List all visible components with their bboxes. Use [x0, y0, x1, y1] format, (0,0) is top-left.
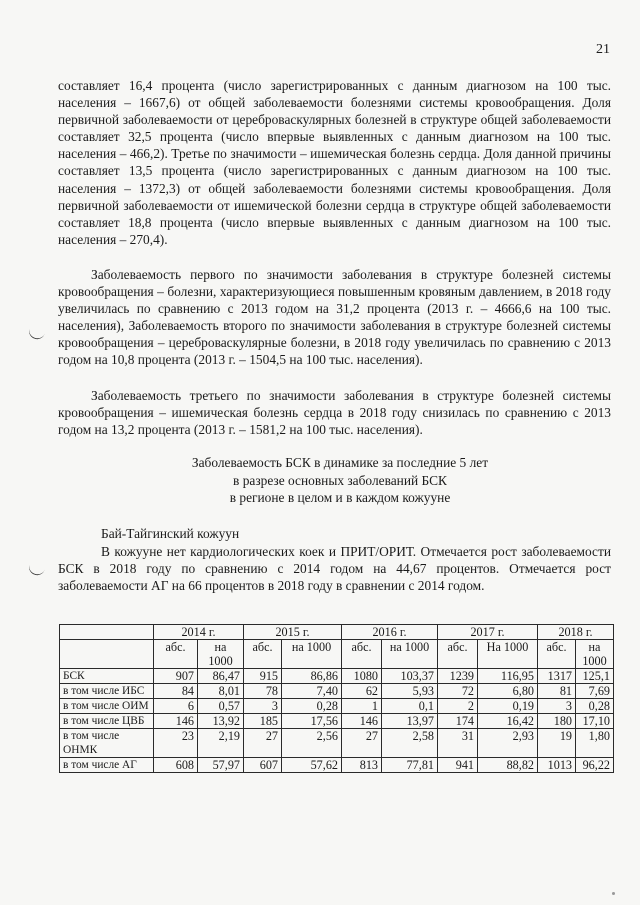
table-cell: 13,92	[198, 714, 244, 729]
table-cell: 2,19	[198, 729, 244, 758]
table-row	[60, 729, 614, 758]
unit-header: абс.	[438, 640, 478, 669]
table-cell: 146	[342, 714, 382, 729]
table-cell: 86,47	[198, 669, 244, 684]
table-cell: 1239	[438, 669, 478, 684]
table-row	[60, 684, 614, 699]
table-cell: 941	[438, 758, 478, 773]
table-cell: 62	[342, 684, 382, 699]
table-cell: 1	[342, 699, 382, 714]
table-header-units	[60, 640, 614, 669]
table-cell: 81	[538, 684, 576, 699]
row-label: в том числе ИБС	[60, 684, 154, 699]
table-cell: 2	[438, 699, 478, 714]
table-cell: 31	[438, 729, 478, 758]
table-cell: 57,97	[198, 758, 244, 773]
table-cell: 1,80	[576, 729, 614, 758]
table-cell: 0,57	[198, 699, 244, 714]
table-cell: 907	[154, 669, 198, 684]
unit-header: на 1000	[382, 640, 438, 669]
unit-header: На 1000	[478, 640, 538, 669]
section-heading	[100, 454, 580, 507]
table-cell: 1013	[538, 758, 576, 773]
table-cell: 103,37	[382, 669, 438, 684]
table-row	[60, 699, 614, 714]
table-cell: 7,40	[282, 684, 342, 699]
table-cell: 125,1	[576, 669, 614, 684]
table-cell: 174	[438, 714, 478, 729]
table-cell: 96,22	[576, 758, 614, 773]
unit-header: абс.	[342, 640, 382, 669]
incidence-table	[59, 624, 614, 773]
table-cell: 608	[154, 758, 198, 773]
paragraph-structure-share: составляет 16,4 процента (число зарегистрированных с данным диагнозом на 100 тыс. населения – 1667,6) от общей заболеваемости болезнями системы кровообращения. Доля первичной заболеваемости от цереброваскулярных болезней в структуре общей заболеваемости составляет 32,5 процента (число впервые выявленных с данным диагнозом на 100 тыс. населения – 466,2). Третье по значимости – ишемическая болезнь сердца. Доля данной причины составляет 13,5 процента (число зарегистрированных с данным диагнозом на 100 тыс. населения – 1372,3) от общей заболеваемости болезнями системы кровообращения. Доля первичной заболеваемости от ишемической болезни сердца в структуре общей заболеваемости составляет 18,8 процента (число впервые выявленных с данным диагнозом на 100 тыс. населения – 270,4).	[58, 78, 611, 247]
table-cell: 1317	[538, 669, 576, 684]
table-cell: 2,93	[478, 729, 538, 758]
district-subheading: Бай-Тайгинский кожуун	[101, 526, 240, 541]
table-cell: 57,62	[282, 758, 342, 773]
unit-header: абс.	[244, 640, 282, 669]
unit-header: на 1000	[282, 640, 342, 669]
year-header: 2016 г.	[342, 625, 438, 640]
unit-header: на 1000	[576, 640, 614, 669]
table-cell: 2,56	[282, 729, 342, 758]
table-row	[60, 714, 614, 729]
table-cell: 27	[244, 729, 282, 758]
paragraph-hypertension-trend: Заболеваемость первого по значимости заболевания в структуре болезней системы кровообращения – болезни, характеризующиеся повышенным кровяным давлением, в 2018 году увеличилась по сравнению с 2013 годом на 31,2 процента (2013 г. – 4666,6 на 100 тыс. населения), Заболеваемость второго по значимости заболевания в структуре болезней системы кровообращения – цереброваскулярные болезни, в 2018 году увеличилась по сравнению с 2013 годом на 10,8 процента (2013 г. – 1504,5 на 100 тыс. населения).	[58, 267, 611, 368]
table-cell: 78	[244, 684, 282, 699]
year-header: 2017 г.	[438, 625, 538, 640]
table-cell: 77,81	[382, 758, 438, 773]
unit-header: на 1000	[198, 640, 244, 669]
table-cell: 88,82	[478, 758, 538, 773]
row-label: БСК	[60, 669, 154, 684]
table-cell: 813	[342, 758, 382, 773]
table-cell: 8,01	[198, 684, 244, 699]
table-cell: 1080	[342, 669, 382, 684]
table-cell: 180	[538, 714, 576, 729]
margin-pencil-mark	[27, 564, 45, 578]
heading-line: Заболеваемость БСК в динамике за последние 5 лет	[191, 455, 489, 470]
table-cell: 17,10	[576, 714, 614, 729]
table-cell: 13,97	[382, 714, 438, 729]
table-cell: 0,28	[576, 699, 614, 714]
table-cell: 16,42	[478, 714, 538, 729]
table-cell: 19	[538, 729, 576, 758]
row-label: в том числе ОНМК	[60, 729, 154, 758]
row-label: в том числе ОИМ	[60, 699, 154, 714]
paragraph-district-summary: В кожууне нет кардиологических коек и ПРИТ/ОРИТ. Отмечается рост заболеваемости БСК в 2018 году по сравнению с 2014 годом на 44,67 процентов. Отмечается рост заболеваемости АГ на 66 процентов в 2018 году в сравнении с 2014 годом.	[58, 544, 611, 594]
table-corner	[60, 640, 154, 669]
table-cell: 0,19	[478, 699, 538, 714]
heading-line: в регионе в целом и в каждом кожууне	[229, 490, 451, 506]
table-cell: 86,86	[282, 669, 342, 684]
table-cell: 27	[342, 729, 382, 758]
table-row	[60, 669, 614, 684]
table-cell: 6	[154, 699, 198, 714]
scan-speck	[612, 892, 615, 895]
table-row	[60, 758, 614, 773]
table-cell: 116,95	[478, 669, 538, 684]
table-cell: 5,93	[382, 684, 438, 699]
table-cell: 3	[538, 699, 576, 714]
table-cell: 7,69	[576, 684, 614, 699]
year-header: 2015 г.	[244, 625, 342, 640]
page-number: 21	[596, 42, 610, 57]
table-header-years	[60, 625, 614, 640]
table-cell: 146	[154, 714, 198, 729]
table-cell: 0,28	[282, 699, 342, 714]
table-cell: 17,56	[282, 714, 342, 729]
table-cell: 3	[244, 699, 282, 714]
margin-pencil-mark	[27, 328, 45, 342]
table-cell: 6,80	[478, 684, 538, 699]
row-label: в том числе АГ	[60, 758, 154, 773]
table-cell: 185	[244, 714, 282, 729]
unit-header: абс.	[538, 640, 576, 669]
table-cell: 72	[438, 684, 478, 699]
year-header: 2014 г.	[154, 625, 244, 640]
unit-header: абс.	[154, 640, 198, 669]
table-cell: 2,58	[382, 729, 438, 758]
row-label: в том числе ЦВБ	[60, 714, 154, 729]
table-cell: 23	[154, 729, 198, 758]
heading-line: в разрезе основных заболеваний БСК	[233, 472, 447, 488]
table-corner	[60, 625, 154, 640]
table-cell: 84	[154, 684, 198, 699]
table-cell: 0,1	[382, 699, 438, 714]
table-cell: 915	[244, 669, 282, 684]
year-header: 2018 г.	[538, 625, 614, 640]
paragraph-ischemic-trend: Заболеваемость третьего по значимости заболевания в структуре болезней системы кровообращения – ишемическая болезнь сердца в 2018 году снизилась по сравнению с 2013 годом на 13,2 процента (2013 г. – 1581,2 на 100 тыс. населения).	[58, 388, 611, 438]
table-cell: 607	[244, 758, 282, 773]
